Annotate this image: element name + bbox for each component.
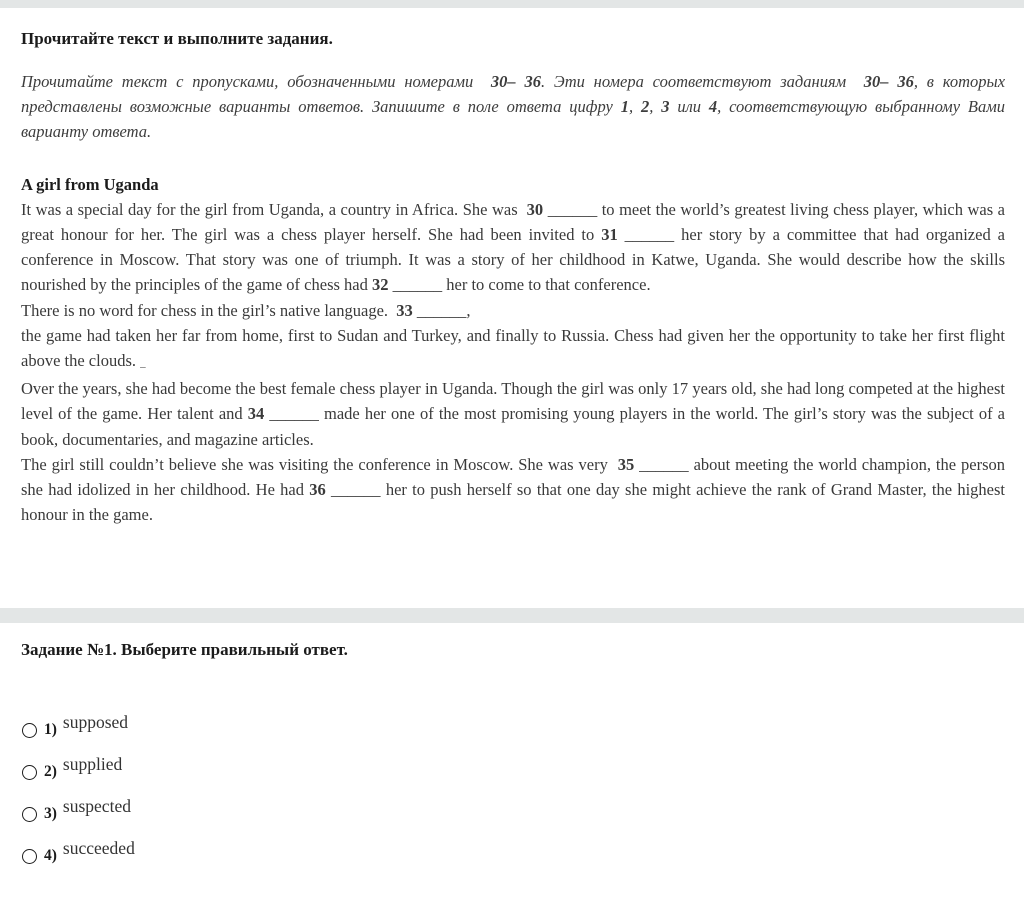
option-number: 3) [44, 805, 57, 823]
task-heading: Задание №1. Выберите правильный ответ. [21, 640, 348, 660]
instructions-text: Прочитайте текст с пропусками, обозначенными номерами 30– 36. Эти номера соответствуют заданиям 30– 36, в которых представлены возможные варианты ответов. Запишите в поле ответа цифру 1, 2, 3 или 4, соответствующую выбранному Вами варианту ответа. [21, 72, 1006, 142]
option-label: succeeded [62, 838, 135, 859]
reading-passage [21, 172, 1005, 528]
story-paragraph: The girl still couldn’t believe she was visiting the conference in Moscow. She was very 35 ______ about meeting the world champion, the person she had idolized in her childhood. He had 36 ______ her to push herself so that one day she might achieve the rank of Grand Master, the highest honour in the game. [21, 454, 1005, 525]
answer-option[interactable] [21, 795, 1005, 837]
section-heading: Прочитайте текст и выполните задания. [21, 29, 333, 48]
radio-button[interactable] [22, 849, 37, 864]
radio-button[interactable] [22, 723, 37, 738]
option-label: supposed [62, 712, 129, 733]
story-paragraph: Over the years, she had become the best female chess player in Uganda. Though the girl was only 17 years old, she had long competed at the highest level of the game. Her talent and 34 ______ made her one of the most promising young players in the world. The girl’s story was the subject of a book, documentaries, and magazine articles. [21, 379, 1006, 449]
story-paragraph: It was a special day for the girl from Uganda, a country in Africa. She was 30 ______ to meet the world’s greatest living chess player, which was a great honour for her. The girl was a chess player herself. She had been invited to 31 ______ her story by a committee that had organized a conference in Moscow. That story was one of triumph. It was a story of her childhood in Katwe, Uganda. She would describe how the skills nourished by the principles of the game of chess had 32 ______ her to come to that conference. [21, 199, 1005, 295]
radio-button[interactable] [22, 807, 37, 822]
story-paragraph: There is no word for chess in the girl’s native language. 33 ______, the game had taken her far from home, first to Sudan and Turkey, and finally to Russia. Chess had given her the opportunity to take her first flight above the clouds. _ [21, 300, 1005, 371]
answer-option[interactable] [21, 711, 1005, 753]
top-strip [0, 0, 1024, 8]
answer-option[interactable] [21, 837, 1005, 879]
option-label: suspected [62, 796, 131, 817]
radio-button[interactable] [22, 765, 37, 780]
option-label: supplied [62, 754, 123, 775]
option-number: 1) [44, 721, 57, 739]
story-title: A girl from Uganda [21, 174, 159, 194]
section-divider [0, 608, 1024, 623]
option-number: 4) [44, 847, 57, 865]
task-section [0, 623, 1024, 879]
answer-options [21, 711, 1005, 879]
answer-option[interactable] [21, 753, 1005, 795]
option-number: 2) [44, 763, 57, 781]
reading-section [0, 8, 1024, 527]
